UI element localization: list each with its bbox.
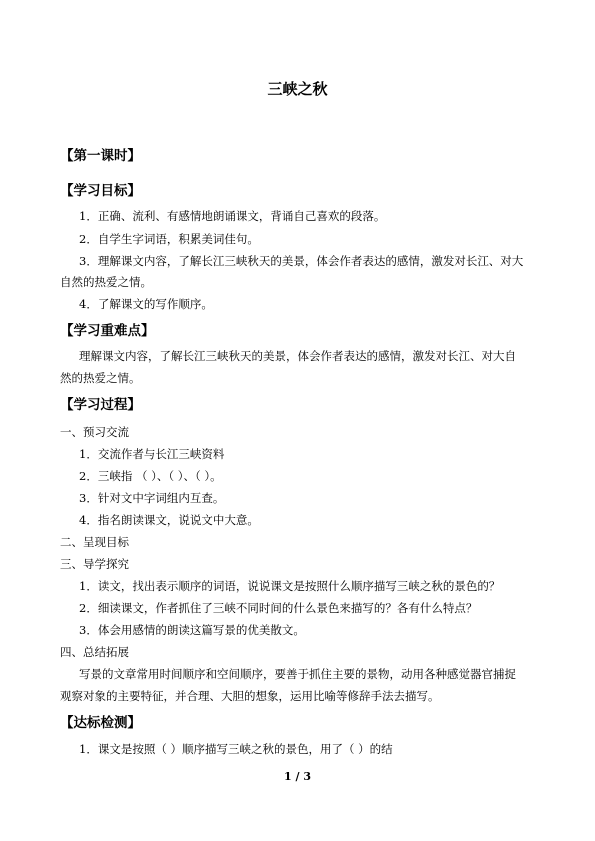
process-item: 4．指名朗读课文，说说文中大意。 [79, 513, 259, 527]
process-part-title: 二、呈现目标 [60, 535, 129, 549]
process-part-title: 三、导学探究 [60, 557, 129, 571]
key-points-text: 理解课文内容，了解长江三峡秋天的美景，体会作者表达的感情，激发对长江、对大自 [79, 349, 516, 363]
process-part-title: 四、总结拓展 [60, 645, 129, 659]
heading-goals: 【学习目标】 [60, 183, 141, 199]
process-item: 3．针对文中字词组内互查。 [79, 491, 225, 505]
process-item: 1．交流作者与长江三峡资料 [79, 447, 225, 461]
heading-lesson: 【第一课时】 [60, 148, 141, 164]
goal-item: 1．正确、流利、有感情地朗诵课文，背诵自己喜欢的段落。 [79, 209, 386, 223]
page-number: 1 / 3 [284, 770, 311, 783]
document-title: 三峡之秋 [267, 80, 328, 98]
process-text: 观察对象的主要特征，并合理、大胆的想象，运用比喻等修辞手法去描写。 [60, 689, 440, 703]
process-item: 2．细读课文，作者抓住了三峡不同时间的什么景色来描写的？各有什么特点？ [79, 601, 478, 615]
process-item: 1．读文，找出表示顺序的词语，说说课文是按照什么顺序描写三峡之秋的景色的？ [79, 579, 501, 593]
heading-test: 【达标检测】 [60, 715, 141, 731]
goal-item: 4．了解课文的写作顺序。 [79, 297, 213, 311]
key-points-text: 然的热爱之情。 [60, 371, 141, 385]
process-text: 写景的文章常用时间顺序和空间顺序，要善于抓住主要的景物，动用各种感觉器官捕捉 [79, 667, 516, 681]
goal-item: 自然的热爱之情。 [60, 275, 152, 289]
goal-item: 2．自学生字词语，积累美词佳句。 [79, 232, 259, 246]
heading-process: 【学习过程】 [60, 397, 141, 413]
process-item: 3．体会用感情的朗读这篇写景的优美散文。 [79, 623, 305, 637]
test-item: 1．课文是按照（ ）顺序描写三峡之秋的景色，用了（ ）的结 [79, 742, 393, 756]
process-part-title: 一、预习交流 [60, 425, 129, 439]
process-item: 2．三峡指 （ ）、（ ）、（ ）。 [79, 469, 222, 483]
heading-key-points: 【学习重难点】 [60, 323, 155, 339]
goal-item: 3．理解课文内容，了解长江三峡秋天的美景，体会作者表达的感情，激发对长江、对大 [79, 254, 524, 268]
